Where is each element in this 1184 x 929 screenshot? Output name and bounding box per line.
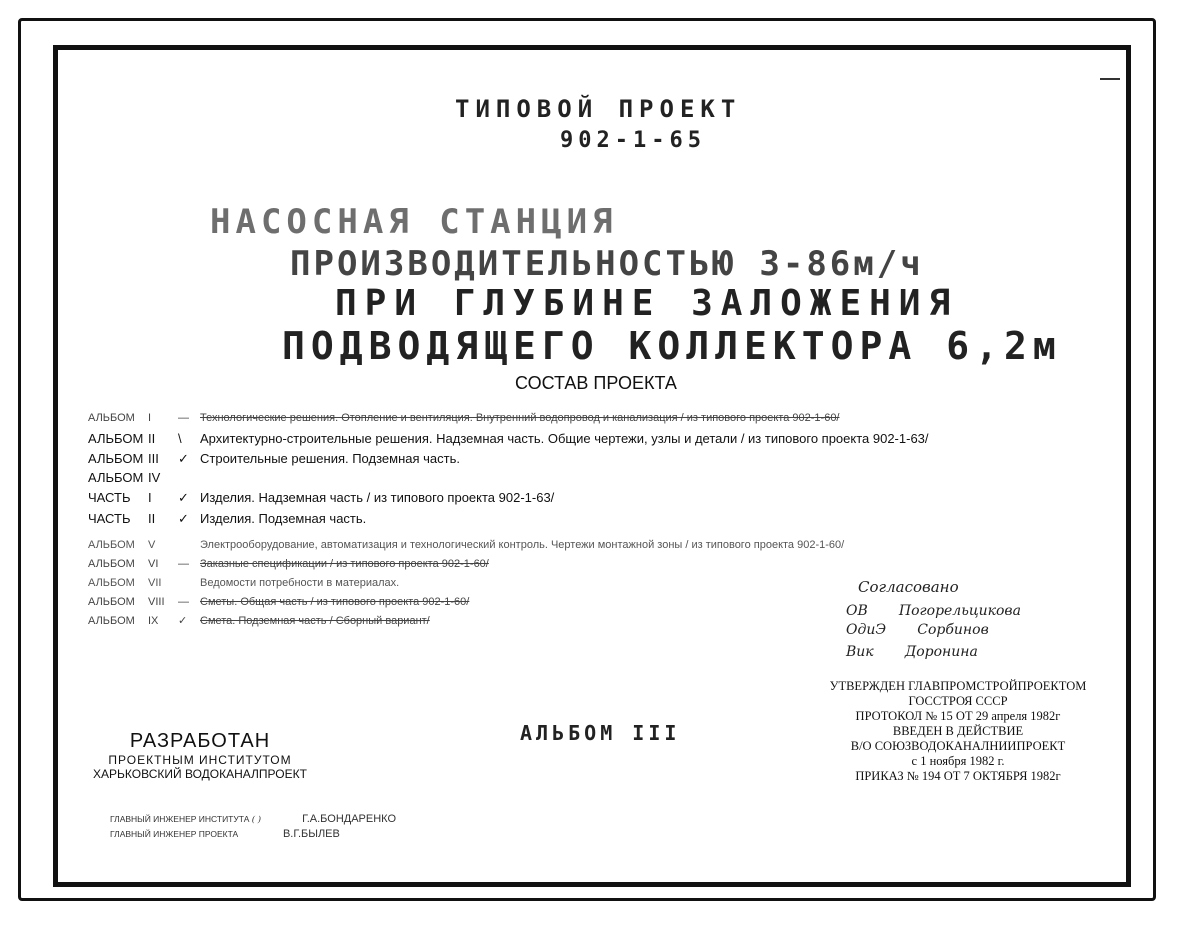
signature-role: ГЛАВНЫЙ ИНЖЕНЕР ПРОЕКТА — [110, 829, 239, 839]
row-text: Изделия. Подземная часть. — [200, 511, 367, 526]
row-mark: — — [178, 596, 189, 608]
project-title-line2: ПРОИЗВОДИТЕЛЬНОСТЬЮ 3-86м/ч — [290, 244, 924, 284]
row-mark: \ — [178, 431, 182, 446]
signature-name: В.Г.БЫЛЕВ — [282, 828, 340, 840]
approval-line: ПРИКАЗ № 194 ОТ 7 ОКТЯБРЯ 1982г — [855, 769, 1061, 783]
row-number: VI — [148, 558, 159, 570]
approval-line: ГОССТРОЯ СССР — [908, 694, 1008, 708]
approval-line: с 1 ноября 1982 г. — [911, 754, 1005, 768]
project-title-line4: ПОДВОДЯЩЕГО КОЛЛЕКТОРА 6,2м — [282, 324, 1062, 368]
composition-row — [88, 539, 844, 551]
row-text: Архитектурно-строительные решения. Надземная часть. Общие чертежи, узлы и детали / из типового проекта 902-1-63/ — [200, 431, 929, 446]
signature-row — [110, 828, 340, 840]
row-text: Сметы. Общая часть / из типового проекта 902-1-60/ — [200, 596, 470, 608]
composition-row — [88, 614, 430, 627]
composition-row — [88, 558, 489, 570]
agreement-line — [846, 644, 978, 660]
agreement-line — [846, 603, 1021, 619]
signature-name: Г.А.БОНДАРЕНКО — [302, 813, 397, 825]
agreement-role: Вик — [846, 644, 874, 660]
row-number: II — [148, 511, 156, 526]
agreement-name: Сорбинов — [917, 622, 989, 638]
agreement-role: ОдиЭ — [846, 622, 887, 638]
row-label: АЛЬБОМ — [88, 470, 144, 485]
doc-type-title: ТИПОВОЙ ПРОЕКТ — [455, 95, 742, 123]
row-label: АЛЬБОМ — [88, 431, 144, 446]
developer-heading: РАЗРАБОТАН — [129, 730, 271, 752]
signature-mark: ( ) — [251, 815, 262, 825]
row-mark: — — [178, 558, 189, 570]
developer-block — [80, 730, 320, 781]
signature-row — [110, 813, 396, 825]
composition-row — [88, 577, 399, 589]
row-mark: ✓ — [178, 490, 189, 505]
developer-line: ПРОЕКТНЫМ ИНСТИТУТОМ — [108, 753, 292, 767]
agreement-line — [846, 622, 989, 638]
approval-line: ВВЕДЕН В ДЕЙСТВИЕ — [892, 724, 1024, 738]
project-code: 902-1-65 — [560, 128, 706, 153]
row-text: Строительные решения. Подземная часть. — [200, 451, 460, 466]
row-label: АЛЬБОМ — [88, 539, 135, 551]
row-number: VIII — [148, 596, 165, 608]
row-number: II — [148, 431, 156, 446]
row-label: АЛЬБОМ — [88, 577, 135, 589]
row-mark: ✓ — [178, 511, 189, 526]
row-label: ЧАСТЬ — [88, 511, 131, 526]
row-mark: ✓ — [178, 615, 188, 627]
composition-row — [88, 451, 460, 467]
developer-line: ХАРЬКОВСКИЙ ВОДОКАНАЛПРОЕКТ — [93, 767, 307, 781]
row-number: IV — [148, 470, 161, 485]
row-text: Электрооборудование, автоматизация и технологический контроль. Чертежи монтажной зоны / из типового проекта 902-1-60/ — [200, 539, 845, 551]
row-number: I — [148, 412, 152, 424]
row-mark: — — [178, 412, 189, 424]
composition-heading: СОСТАВ ПРОЕКТА — [515, 373, 677, 393]
row-number: III — [148, 451, 159, 466]
row-number: V — [148, 539, 156, 551]
project-title-line1: НАСОСНАЯ СТАНЦИЯ — [210, 202, 618, 242]
composition-row — [88, 511, 366, 527]
row-label: АЛЬБОМ — [88, 451, 144, 466]
row-text: Заказные спецификации / из типового проекта 902-1-60/ — [200, 558, 489, 570]
row-number: I — [148, 490, 152, 505]
approval-line: ПРОТОКОЛ № 15 ОТ 29 апреля 1982г — [855, 709, 1061, 723]
row-text: Смета. Подземная часть / Сборный вариант/ — [200, 615, 430, 627]
corner-dash — [1100, 78, 1120, 80]
composition-row — [88, 431, 929, 446]
project-title-line3: ПРИ ГЛУБИНЕ ЗАЛОЖЕНИЯ — [335, 283, 959, 324]
row-text: Изделия. Надземная часть / из типового проекта 902-1-63/ — [200, 490, 555, 505]
composition-row — [88, 470, 200, 485]
row-label: АЛЬБОМ — [88, 558, 135, 570]
composition-row — [88, 490, 554, 506]
row-label: ЧАСТЬ — [88, 490, 131, 505]
approval-line: УТВЕРЖДЕН ГЛАВПРОМСТРОЙПРОЕКТОМ — [829, 679, 1087, 693]
row-label: АЛЬБОМ — [88, 412, 135, 424]
agreement-role: ОВ — [846, 603, 868, 619]
composition-row — [88, 596, 469, 608]
signature-role: ГЛАВНЫЙ ИНЖЕНЕР ИНСТИТУТА — [110, 814, 250, 824]
row-number: IX — [148, 615, 159, 627]
row-number: VII — [148, 577, 162, 589]
approval-block — [818, 679, 1098, 784]
row-label: АЛЬБОМ — [88, 615, 135, 627]
agreement-name: Погорельцикова — [898, 603, 1021, 619]
composition-row — [88, 412, 840, 424]
album-label: АЛЬБОМ III — [520, 721, 681, 745]
row-label: АЛЬБОМ — [88, 596, 135, 608]
approval-line: В/О СОЮЗВОДОКАНАЛНИИПРОЕКТ — [850, 739, 1066, 753]
row-text: Технологические решения. Отопление и вентиляция. Внутренний водопровод и канализация / из типового проекта 902-1-60/ — [200, 412, 840, 424]
agreement-heading: Согласовано — [858, 578, 959, 596]
agreement-name: Доронина — [904, 644, 978, 660]
row-text: Ведомости потребности в материалах. — [200, 577, 400, 589]
row-mark: ✓ — [178, 451, 189, 466]
